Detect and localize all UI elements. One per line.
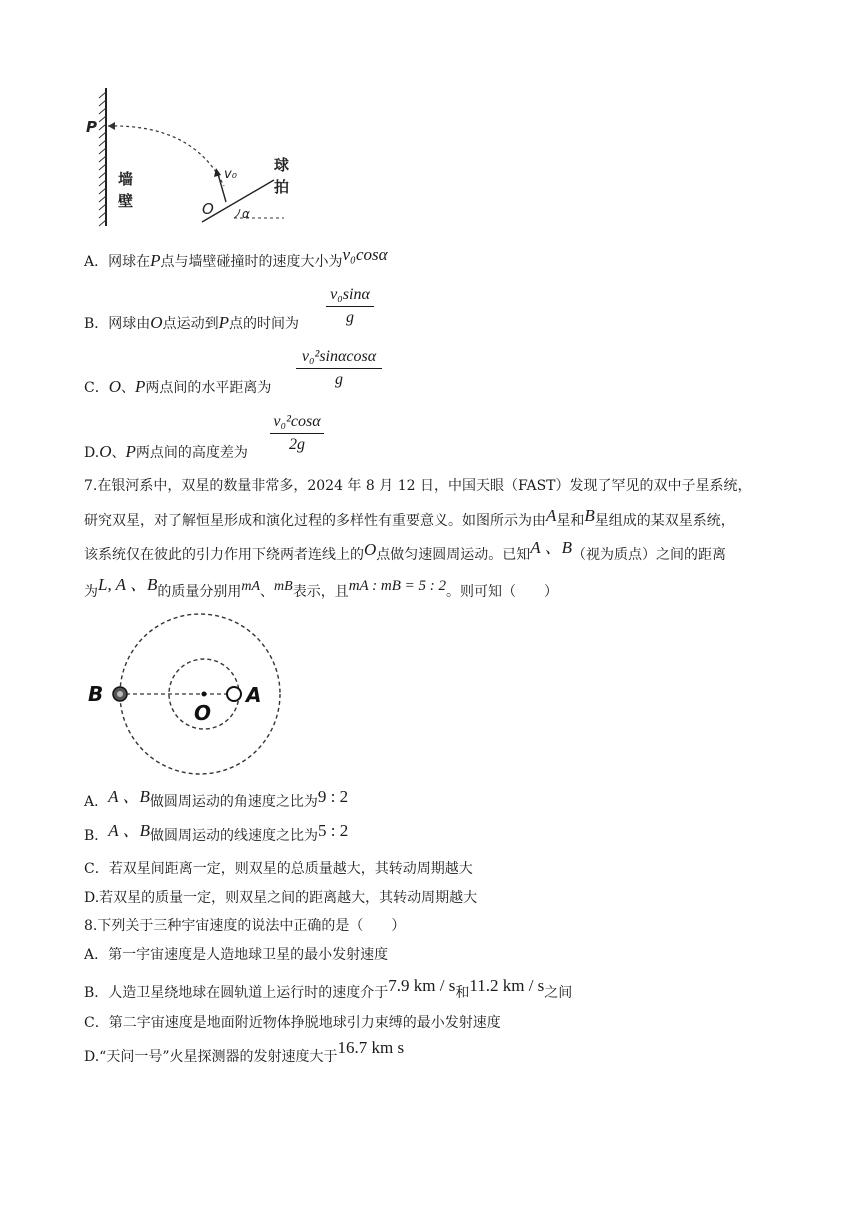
q8-option-b	[84, 976, 573, 1002]
q7-a-ratio: 9 : 2	[317, 787, 349, 806]
q6-b-denominator: g	[346, 309, 354, 326]
q7-line-3-ab: A 、B	[530, 538, 572, 557]
q6-d-denominator: 2g	[289, 436, 305, 453]
q8-d-pre: D.“天问一号”火星探测器的发射速度大于	[84, 1049, 338, 1065]
q7-line-4-ratio: mA : mB = 5 : 2	[348, 578, 447, 594]
q8-option-c: C．第二宇宙速度是地面附近物体挣脱地球引力束缚的最小发射速度	[84, 1015, 501, 1031]
q7-line-2-post: 星组成的某双星系统，	[594, 513, 735, 529]
q6-a-post: 点与墙壁碰撞时的速度大小为	[160, 254, 343, 270]
q7-line-4-vars: L, A 、B	[98, 575, 158, 594]
q7-option-b	[84, 821, 349, 845]
q7-a-pre: A．	[84, 794, 109, 810]
q7-line-4-pre: 为	[84, 584, 98, 600]
q7-option-c: C．若双星间距离一定，则双星的总质量越大，其转动周期越大	[84, 861, 473, 877]
q6-b-post: 点的时间为	[228, 316, 299, 332]
q6-a-pre: A．网球在	[84, 254, 151, 270]
q6-b-numerator: v₀sinα	[330, 286, 370, 303]
q7-line-4-mid: 的质量分别用	[157, 584, 242, 600]
q6-c-fraction	[296, 347, 382, 390]
q8-stem: 8.下列关于三种宇宙速度的说法中正确的是（ ）	[84, 918, 406, 934]
q6-d-var1: O	[99, 442, 112, 461]
q7-line-3	[84, 538, 726, 564]
q7-option-a	[84, 787, 349, 811]
q8-b-pre: B．人造卫星绕地球在圆轨道上运行时的速度介于	[84, 985, 389, 1001]
q6-c-var1: O	[108, 377, 121, 396]
q6-d-var2: P	[125, 442, 136, 461]
q7-line-3-o: O	[364, 540, 377, 559]
q8-b-mid: 和	[455, 985, 470, 1001]
q6-c-sep: 、	[121, 380, 135, 396]
label-wall-1: 墙	[118, 170, 134, 188]
q6-b-pre: B．网球由	[84, 316, 151, 332]
q6-a-expr: v₀cosα	[342, 245, 388, 264]
label-alpha: α	[242, 207, 250, 221]
q8-b-v2: 11.2 km / s	[469, 976, 545, 995]
q6-b-var1: O	[150, 313, 163, 332]
q7-line-4-mb: mB	[274, 579, 293, 594]
q6-d-sep: 、	[111, 445, 126, 461]
q7-option-d: D.若双星的质量一定，则双星之间的距离越大，其转动周期越大	[84, 890, 478, 906]
q6-c-pre: C．	[84, 380, 109, 396]
binary-star-figure	[84, 612, 284, 780]
q7-line-3-pre: 该系统仅在彼此的引力作用下绕两者连线上的	[84, 547, 364, 563]
q7-line-2	[84, 506, 735, 530]
q6-b-fraction	[326, 285, 374, 328]
q8-b-v1: 7.9 km / s	[388, 976, 456, 995]
q7-b-post: 做圆周运动的线速度之比为	[150, 828, 319, 844]
q7-line-2-a: A	[546, 506, 557, 525]
q6-b-var2: P	[218, 313, 229, 332]
q6-a-var: P	[150, 251, 161, 270]
q8-b-post: 之间	[544, 985, 573, 1001]
q6-option-b	[84, 314, 299, 333]
q7-line-4-sep: 、	[260, 584, 275, 600]
q7-line-1: 7.在银河系中，双星的数量非常多，2024 年 8 月 12 日，中国天眼（FAST）发现了罕见的双中子星系统，	[84, 478, 752, 494]
q8-option-a: A．第一宇宙速度是人造地球卫星的最小发射速度	[84, 947, 389, 963]
q6-option-c	[84, 378, 271, 397]
q6-c-numerator: v₀²sinαcosα	[301, 348, 377, 365]
q6-c-var2: P	[135, 377, 146, 396]
label-v0: v₀	[224, 167, 237, 182]
q7-b-pre: B．	[84, 828, 109, 844]
q7-line-4	[84, 575, 559, 602]
label-o: O	[194, 701, 212, 725]
q6-c-post: 两点间的水平距离为	[145, 380, 272, 396]
label-a: A	[246, 683, 262, 707]
q7-b-ratio: 5 : 2	[318, 821, 349, 840]
label-racket-1: 球	[274, 156, 290, 174]
q7-b-vars: A 、B	[108, 821, 151, 840]
q6-option-d	[84, 443, 248, 462]
q7-line-2-b: B	[584, 506, 595, 525]
q7-line-2-pre: 研究双星，对了解恒星形成和演化过程的多样性有重要意义。如图所示为由	[84, 513, 546, 529]
tennis-wall-figure	[84, 84, 294, 230]
q6-option-a	[84, 245, 388, 271]
q7-line-4-mid2: 表示，且	[292, 584, 349, 600]
q7-line-3-mid: 点做匀速圆周运动。已知	[376, 547, 531, 563]
q8-option-d	[84, 1038, 405, 1066]
q7-line-2-mid: 星和	[556, 513, 585, 529]
label-o: O	[202, 200, 214, 218]
label-b: B	[88, 682, 104, 706]
label-racket-2: 拍	[274, 178, 290, 196]
q6-d-post: 两点间的高度差为	[135, 445, 248, 461]
label-wall-2: 壁	[118, 192, 134, 210]
q6-d-pre: D.	[84, 445, 100, 461]
q6-c-denominator: g	[335, 371, 343, 388]
q7-a-vars: A 、B	[108, 787, 150, 806]
q8-d-v: 16.7 km s	[337, 1038, 405, 1057]
label-p: P	[86, 118, 97, 136]
star-a	[227, 687, 241, 701]
q6-b-mid: 点运动到	[162, 316, 219, 332]
q7-line-4-post: 。则可知（ ）	[446, 584, 559, 600]
q7-a-post: 做圆周运动的角速度之比为	[149, 794, 318, 810]
q6-d-numerator: v₀²cosα	[273, 413, 321, 430]
q7-line-3-post: （视为质点）之间的距离	[572, 547, 726, 563]
q7-line-4-ma: mA	[241, 579, 261, 594]
q6-d-fraction	[270, 412, 324, 455]
